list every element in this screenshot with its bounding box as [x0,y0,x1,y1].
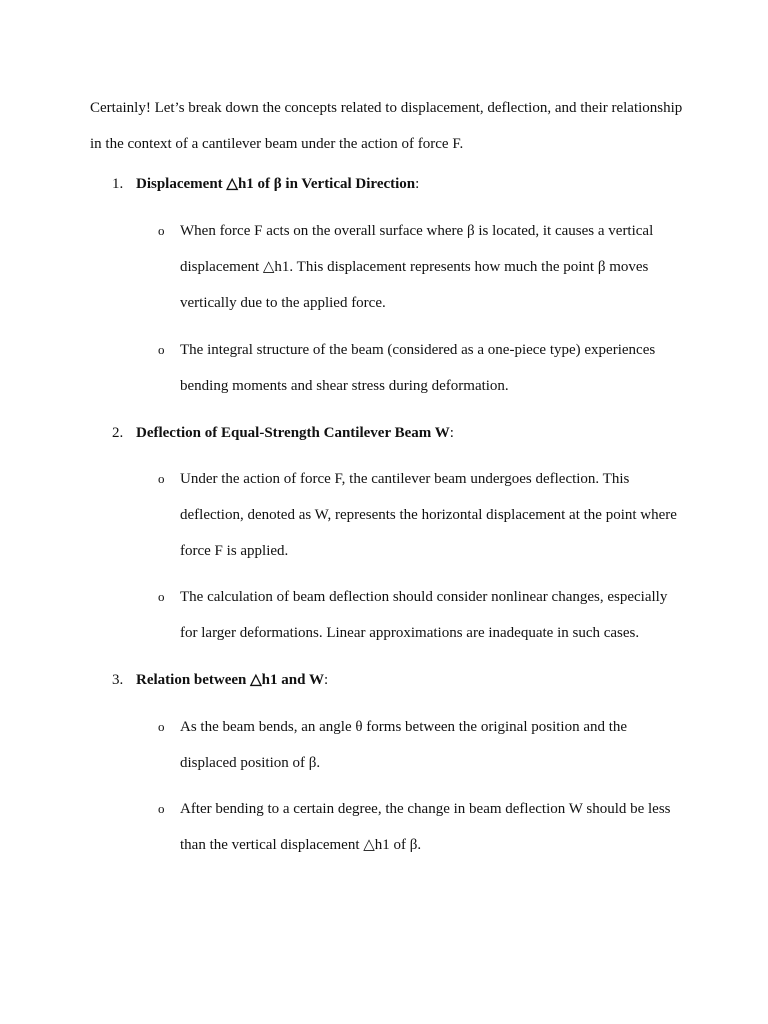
list-item-title: Deflection of Equal-Strength Cantilever Beam W [136,425,450,441]
bullet-text: After bending to a certain degree, the change in beam deflection W should be less than the vertical displacement △h1 of β. [180,801,671,853]
list-item-3-heading [112,668,672,692]
intro-paragraph: Certainly! Let’s break down the concepts related to displacement, deflection, and their relationship in the context of a cantilever beam under the action of force F. [90,100,683,152]
list-item-number: 2. [112,425,124,441]
bullet-marker: o [158,589,165,604]
bullet-marker: o [158,471,165,486]
list-item-suffix: : [449,425,454,441]
list-item-suffix: : [323,672,329,688]
list-item-3-bullet-1 [158,709,678,781]
list-item-1-bullet-1 [158,213,678,321]
bullet-text: As the beam bends, an angle θ forms between the original position and the displaced position of β. [180,719,628,771]
bullet-text: The integral structure of the beam (considered as a one-piece type) experiences bending moments and shear stress during deformation. [180,342,656,394]
bullet-marker: o [158,801,165,816]
list-item-2-bullet-1 [158,461,678,569]
list-item-number: 1. [112,176,124,192]
bullet-text: The calculation of beam deflection should consider nonlinear changes, especially for larger deformations. Linear approximations are inadequate in such cases. [180,589,668,641]
list-item-1-heading [112,172,672,196]
list-item-number: 3. [112,672,124,688]
list-item-3-bullet-2 [158,791,678,863]
bullet-marker: o [158,719,165,734]
bullet-text: Under the action of force F, the cantilever beam undergoes deflection. This deflection, denoted as W, represents the horizontal displacement at the point where force F is applied. [180,471,677,559]
list-item-2-bullet-2 [158,579,678,651]
list-item-title: Relation between △h1 and W [136,672,324,688]
bullet-marker: o [158,342,165,357]
list-item-title: Displacement △h1 of β in Vertical Direction [136,176,416,192]
bullet-marker: o [158,223,165,238]
list-item-2-heading [112,421,672,445]
list-item-suffix: : [415,176,420,192]
bullet-text: When force F acts on the overall surface where β is located, it causes a vertical displacement △h1. This displacement represents how much the point β moves vertically due to the applied force. [180,223,654,311]
list-item-1-bullet-2 [158,332,678,404]
